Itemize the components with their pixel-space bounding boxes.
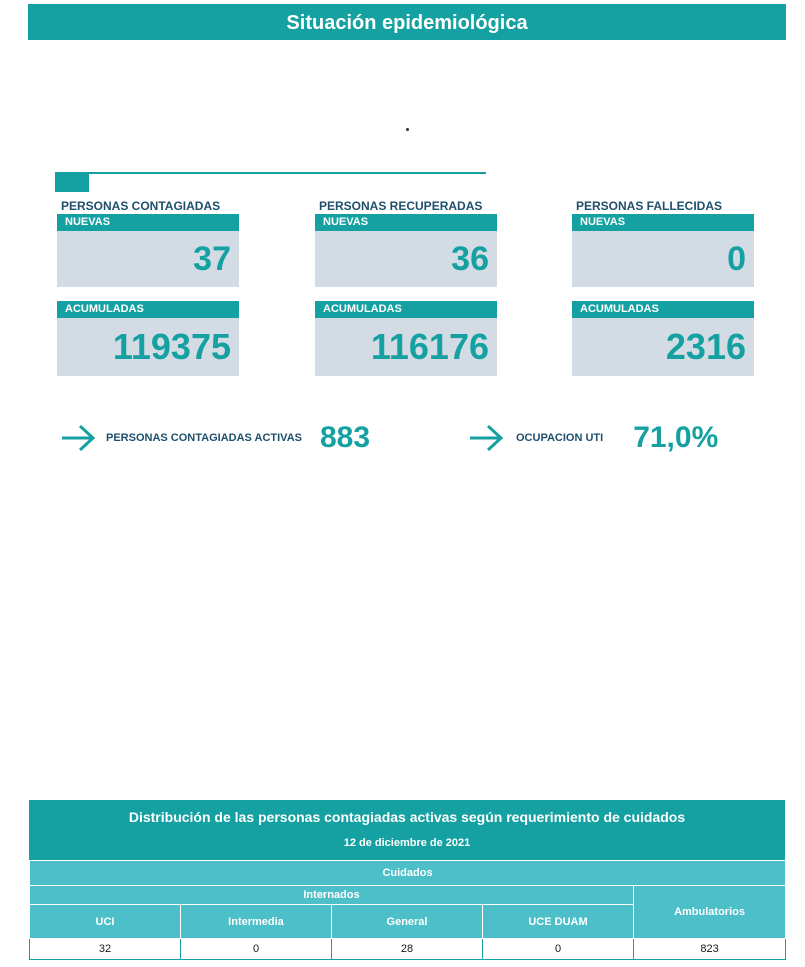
summary-activas: [60, 420, 370, 456]
card-label: NUEVAS: [572, 214, 754, 231]
card-value: 36: [451, 240, 489, 278]
column-header-general: General: [332, 905, 483, 939]
value-intermedia: 0: [181, 939, 332, 960]
card-acumuladas: [572, 301, 754, 376]
column-recuperadas: [315, 198, 497, 376]
subgroup-header-internados: Internados: [30, 886, 634, 905]
column-header-uci: UCI: [30, 905, 181, 939]
column-title: PERSONAS CONTAGIADAS: [61, 199, 221, 213]
table-row: [30, 939, 786, 960]
uti-value: 71,0%: [633, 421, 719, 454]
column-header-uce-duam: UCE DUAM: [483, 905, 634, 939]
card-value: 119375: [112, 326, 231, 367]
arrow-right-icon: [468, 423, 504, 453]
card-acumuladas: [57, 301, 239, 376]
card-label: NUEVAS: [57, 214, 239, 231]
card-label: ACUMULADAS: [572, 301, 754, 318]
column-fallecidas: [572, 198, 754, 376]
value-ambulatorios: 823: [634, 939, 786, 960]
summary-uti: [468, 420, 718, 456]
column-header-ambulatorios: Ambulatorios: [634, 886, 786, 939]
header-bar: [28, 4, 786, 40]
activas-value: 883: [319, 421, 371, 454]
value-general: 28: [332, 939, 483, 960]
column-title: PERSONAS RECUPERADAS: [319, 199, 483, 213]
card-value: 0: [727, 240, 746, 278]
activas-label: PERSONAS CONTAGIADAS ACTIVAS: [106, 432, 302, 444]
section-tab-marker: [55, 174, 89, 192]
arrow-right-icon: [60, 423, 96, 453]
distribution-block: [29, 800, 785, 960]
distribution-table: [29, 860, 786, 960]
group-header-cuidados: Cuidados: [30, 861, 786, 886]
distribution-header: [29, 800, 785, 860]
value-uce-duam: 0: [483, 939, 634, 960]
column-title: PERSONAS FALLECIDAS: [576, 199, 723, 213]
decorative-dot: [406, 128, 409, 131]
page-title: Situación epidemiológica: [286, 11, 528, 34]
card-acumuladas: [315, 301, 497, 376]
distribution-date: 12 de diciembre de 2021: [343, 837, 471, 849]
card-value: 37: [193, 240, 231, 278]
card-label: ACUMULADAS: [57, 301, 239, 318]
value-uci: 32: [30, 939, 181, 960]
card-value: 2316: [665, 326, 746, 367]
card-nuevas: [572, 214, 754, 287]
section-divider: [55, 172, 486, 174]
column-contagiadas: [57, 198, 239, 376]
card-nuevas: [57, 214, 239, 287]
distribution-title: Distribución de las personas contagiadas activas según requerimiento de cuidados: [128, 809, 686, 825]
card-label: NUEVAS: [315, 214, 497, 231]
card-nuevas: [315, 214, 497, 287]
column-header-intermedia: Intermedia: [181, 905, 332, 939]
card-label: ACUMULADAS: [315, 301, 497, 318]
uti-label: OCUPACION UTI: [516, 432, 604, 444]
card-value: 116176: [370, 326, 489, 367]
